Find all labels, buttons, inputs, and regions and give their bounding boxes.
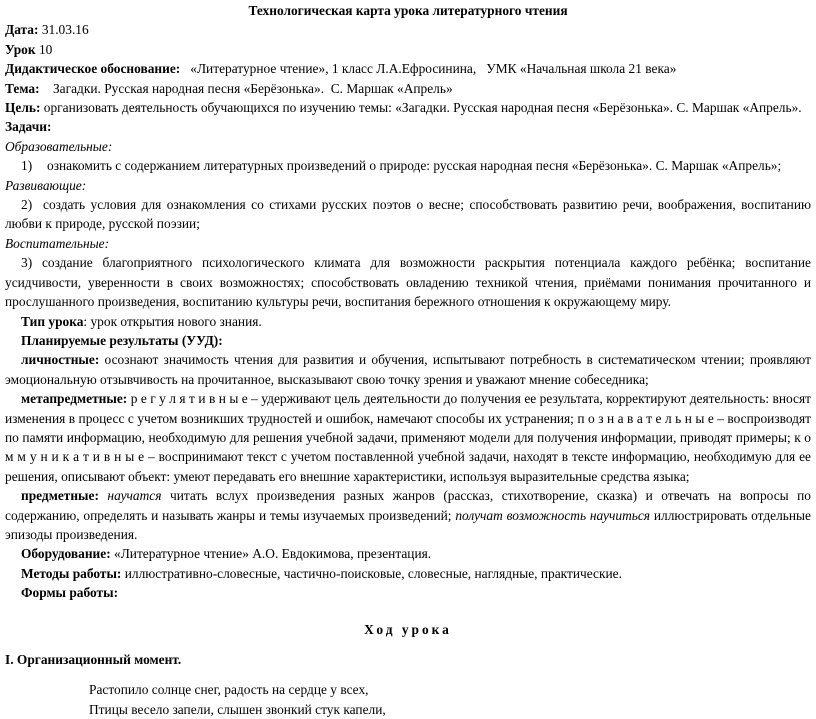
- regulative-text: – удерживают цель деятельности до получения ее результата, корректируют деятельность: вносят изменения в процесс с учетом возникших трудностей и ошибок, намечают способы их устранения;: [5, 391, 811, 426]
- subject-chance: получат возможность научиться: [451, 507, 651, 523]
- subject-results: [5, 486, 811, 544]
- personal-label: личностные:: [21, 352, 100, 368]
- developing-text: создать условия для ознакомления со стихами русских поэтов о весне; способствовать развитию речи, воображения, воспитанию любви к природе, русской поэзии;: [5, 197, 811, 232]
- subject-label: предметные:: [21, 488, 99, 504]
- educational-num: 1): [21, 158, 33, 174]
- poem-line: Птицы весело запели, слышен звонкий стук капели,: [89, 701, 386, 717]
- topic-value: Загадки. Русская народная песня «Берёзонька». С. Маршак «Апрель»: [39, 80, 453, 96]
- lesson-type-line: [5, 312, 811, 331]
- upbringing-task: [5, 253, 811, 311]
- methods-value: иллюстративно-словесные, частично-поисковые, словесные, наглядные, практические.: [121, 565, 622, 581]
- date-value: 31.03.16: [38, 22, 89, 38]
- rationale-label: Дидактическое обоснование:: [5, 61, 181, 77]
- developing-num: 2): [21, 197, 33, 213]
- topic-line: [5, 79, 811, 98]
- lesson-line: [5, 40, 811, 59]
- educational-heading: Образовательные:: [5, 138, 113, 154]
- cognitive-label: п о з н а в а т е л ь н ы е: [573, 410, 714, 426]
- rationale-line: [5, 59, 811, 78]
- subject-text1: читать вслух произведения разных жанров (рассказ, стихотворение, сказка) и отвечать на вопросы по содержанию, определять и называть жанры и темы изучаемых произведений;: [5, 488, 811, 523]
- lesson-type-label: Тип урока: [21, 313, 84, 329]
- goal-value: организовать деятельность обучающихся по изучению темы: «Загадки. Русская народная песня «Берёзонька». С. Маршак «Апрель».: [40, 100, 802, 116]
- regulative-label: р е г у л я т и в н ы е: [127, 391, 248, 407]
- communicative-label: к о м м у н и к а т и в н ы е: [5, 429, 811, 465]
- results-heading: Планируемые результаты (УУД):: [21, 332, 223, 348]
- upbringing-text: создание благоприятного психологического климата для возможности раскрытия потенциала каждого ребёнка; воспитание усидчивости, уверенности в своих возможностях; способствовать овладению техникой чтения, приёмами понимания прочитанного и прослушанного произведения, воспитанию культуры речи, воспитания бережного отношения к окружающему миру.: [5, 255, 811, 310]
- equipment-value: «Литературное чтение» А.О. Евдокимова, презентация.: [110, 546, 432, 562]
- lesson-course-heading: Ход урока: [364, 621, 452, 637]
- meta-label: метапредметные:: [21, 391, 128, 407]
- document-page: [0, 1, 816, 719]
- forms-heading: Формы работы:: [21, 585, 119, 601]
- developing-task: [5, 195, 811, 234]
- subject-learn: научатся: [98, 488, 162, 504]
- developing-heading: Развивающие:: [5, 177, 87, 193]
- equipment-line: [5, 544, 811, 563]
- personal-results: [5, 350, 811, 389]
- educational-task: [5, 156, 811, 175]
- upbringing-heading: Воспитательные:: [5, 235, 110, 251]
- goal-label: Цель:: [5, 100, 41, 116]
- document-title: Технологическая карта урока литературного чтения: [248, 3, 568, 18]
- lesson-type-value: : урок открытия нового знания.: [83, 313, 262, 329]
- date-line: [5, 20, 811, 39]
- stage-1-heading: I. Организационный момент.: [5, 652, 182, 667]
- tasks-heading: Задачи:: [5, 119, 52, 135]
- methods-label: Методы работы:: [21, 565, 122, 581]
- educational-text: ознакомить с содержанием литературных произведений о природе: русская народная песня «Берёзонька». С. Маршак «Апрель»;: [47, 158, 782, 174]
- subject-text2: иллюстрировать отдельные эпизоды произведения.: [5, 507, 811, 542]
- lesson-value: 10: [35, 41, 53, 57]
- cognitive-text: – воспроизводят по памяти информацию, необходимую для решения учебной задачи, применяют модели для получения информации, приводят примеры;: [5, 410, 811, 445]
- topic-label: Тема:: [5, 80, 40, 96]
- personal-text: осознают значимость чтения для развития и обучения, испытывают потребность в систематическом чтении; проявляют эмоциональную отзывчивость на прочитанное, высказывают свою точку зрения и уважают мнение собеседника;: [5, 352, 811, 387]
- rationale-value: «Литературное чтение», 1 класс Л.А.Ефросинина, УМК «Начальная школа 21 века»: [180, 61, 677, 77]
- meta-results: [5, 389, 811, 486]
- equipment-label: Оборудование:: [21, 546, 111, 562]
- poem-line: Растопило солнце снег, радость на сердце у всех,: [89, 682, 369, 698]
- date-label: Дата:: [5, 22, 39, 38]
- communicative-text: – воспринимают текст с учетом поставленной учебной задачи, находят в тексте информацию, необходимую для ее решения, описывают объект: умеют передавать его внешние характеристики, используя выразительные средства языка;: [5, 449, 811, 484]
- upbringing-num: 3): [21, 255, 33, 271]
- goal-line: [5, 98, 811, 117]
- methods-line: [5, 564, 811, 583]
- lesson-label: Урок: [5, 41, 36, 57]
